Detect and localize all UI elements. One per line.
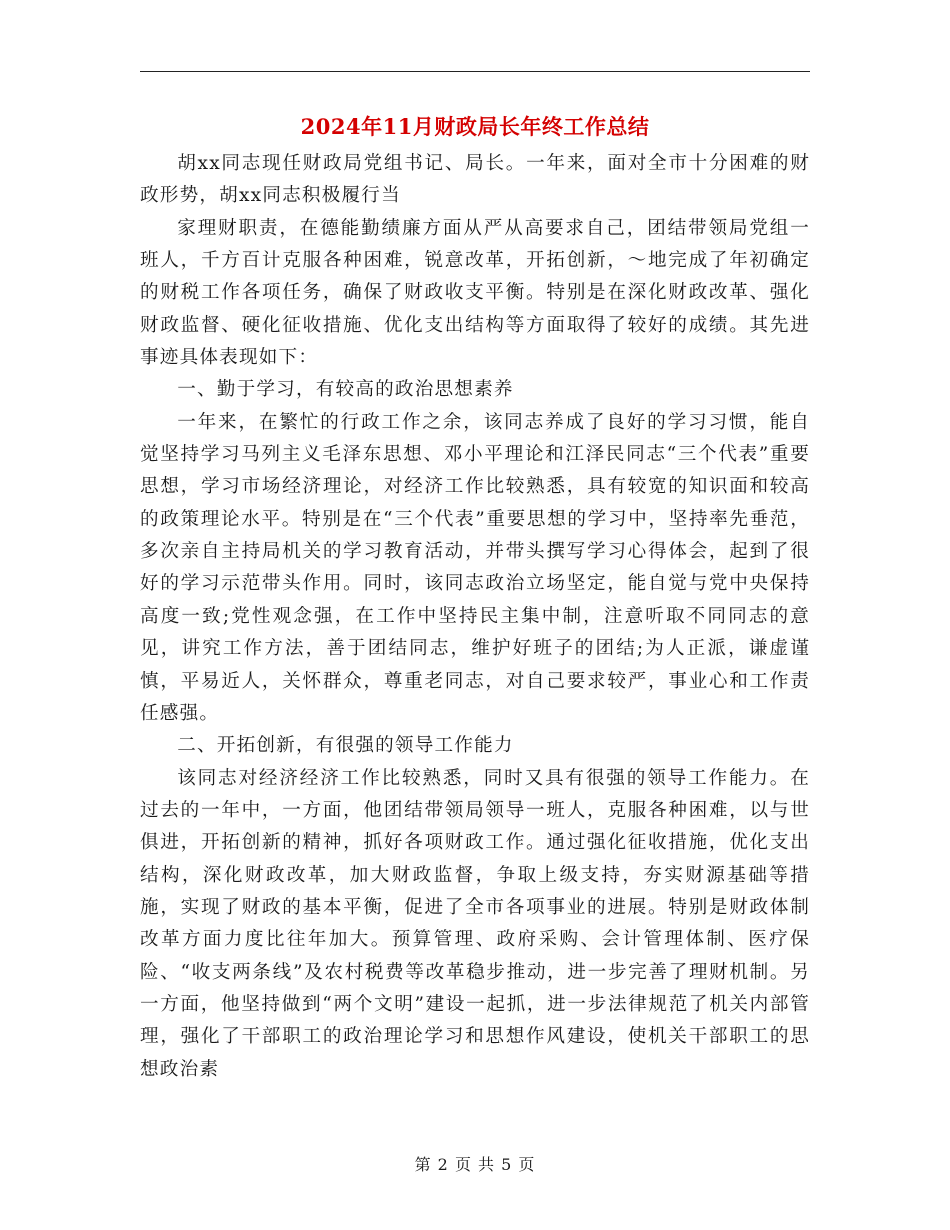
paragraph-study: 一年来，在繁忙的行政工作之余，该同志养成了良好的学习习惯，能自觉坚持学习马列主义毛泽东思想、邓小平理论和江泽民同志“三个代表”重要思想，学习市场经济理论，对经济工作比较熟悉，具有较宽的知识面和较高的政策理论水平。特别是在“三个代表”重要思想的学习中，坚持率先垂范，多次亲自主持局机关的学习教育活动，并带头撰写学习心得体会，起到了很好的学习示范带头作用。同时，该同志政治立场坚定，能自觉与党中央保持高度一致;党性观念强，在工作中坚持民主集中制，注意听取不同同志的意见，讲究工作方法，善于团结同志，维护好班子的团结;为人正派，谦虚谨慎，平易近人，关怀群众，尊重老同志，对自己要求较严，事业心和工作责任感强。	[140, 411, 810, 724]
section-heading-2: 二、开拓创新，有很强的领导工作能力	[177, 735, 514, 757]
paragraph-leadership: 该同志对经济经济工作比较熟悉，同时又具有很强的领导工作能力。在过去的一年中，一方面，他团结带领局领导一班人，克服各种困难，以与世俱进，开拓创新的精神，抓好各项财政工作。通过强化征收措施，优化支出结构，深化财政改革，加大财政监督，争取上级支持，夯实财源基础等措施，实现了财政的基本平衡，促进了全市各项事业的进展。特别是财政体制改革方面力度比往年加大。预算管理、政府采购、会计管理体制、医疗保险、“收支两条线”及农村税费等改革稳步推动，进一步完善了理财机制。另一方面，他坚持做到“两个文明”建设一起抓，进一步法律规范了机关内部管理，强化了干部职工的政治理论学习和思想作风建设，使机关干部职工的思想政治素	[140, 767, 810, 1080]
document-body	[140, 148, 810, 1086]
document-title: 2024年11月财政局长年终工作总结	[300, 114, 650, 139]
paragraph-intro: 胡xx同志现任财政局党组书记、局长。一年来，面对全市十分困难的财政形势，胡xx同志积极履行当	[140, 153, 810, 207]
paragraph-summary: 家理财职责，在德能勤绩廉方面从严从高要求自己，团结带领局党组一班人，千方百计克服各种困难，锐意改革，开拓创新，～地完成了年初确定的财税工作各项任务，确保了财政收支平衡。特别是在深化财政改革、强化财政监督、硬化征收措施、优化支出结构等方面取得了较好的成绩。其先进事迹具体表现如下：	[140, 217, 810, 369]
section-heading-1: 一、勤于学习，有较高的政治思想素养	[177, 379, 514, 401]
page-number: 第 2 页 共 5 页	[414, 1155, 536, 1174]
header-rule	[140, 71, 810, 72]
page-footer	[0, 1153, 950, 1177]
